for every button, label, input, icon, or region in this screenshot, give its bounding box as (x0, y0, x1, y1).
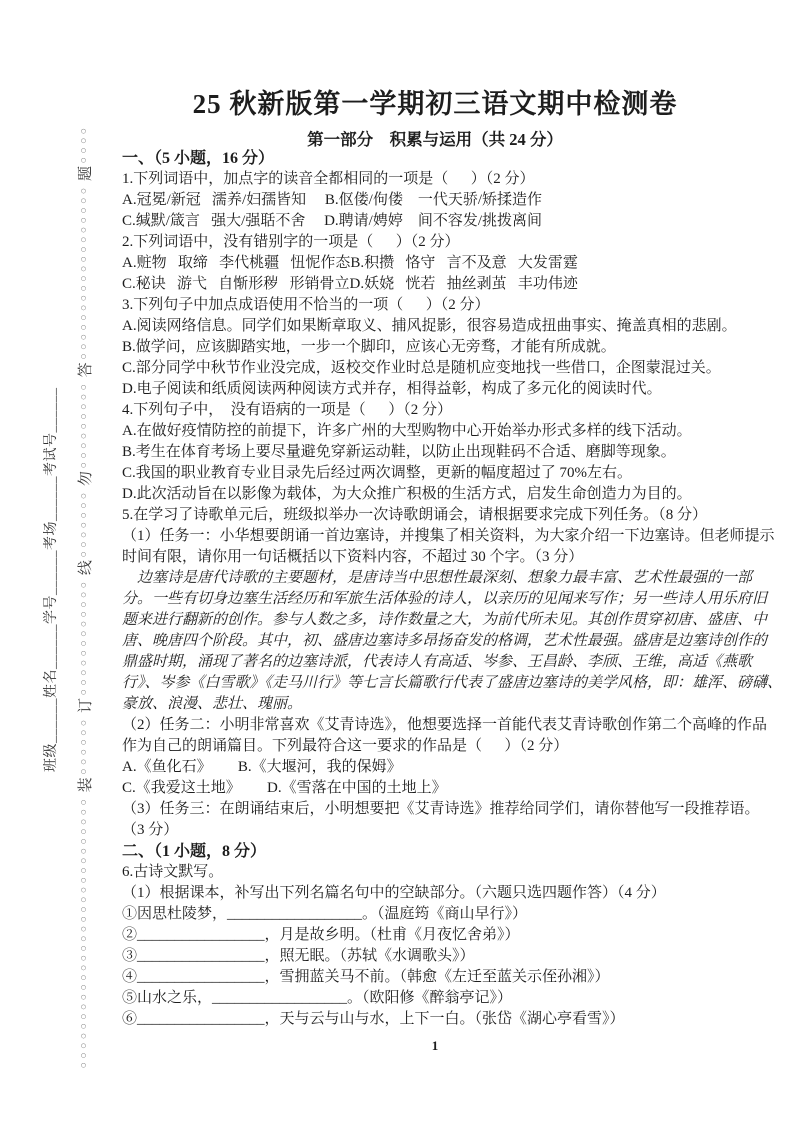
text-line: C.部分同学中秋节作业没完成，返校交作业时总是随机应变地找一些借口，企图蒙混过关。 (122, 360, 721, 376)
text-line: A.赃物 取缔 李代桃疆 忸怩作态B.积攒 恪守 言不及意 大发雷霆 (122, 255, 578, 271)
binding-dot-run: ○○○○○○○○○○○○○○○○○○ (80, 184, 87, 360)
text-line: D.此次活动旨在以影像为载体，为大众推广积极的生活方式，启发生命创造力为目的。 (122, 486, 692, 502)
text-line: （3）任务三：在朗诵结束后，小明想要把《艾青诗选》推荐给同学们，请你替他写一段推荐语。 (122, 801, 760, 817)
section-heading: 第一部分 积累与运用（共 24 分） (307, 130, 563, 149)
text-line: C.秘诀 游弋 自惭形秽 形销骨立D.妖娆 恍若 抽丝剥茧 丰功伟迹 (122, 276, 578, 292)
text-line: （3 分） (122, 822, 179, 838)
binding-char: 装 (77, 777, 94, 793)
text-line: 3.下列句子中加点成语使用不恰当的一项（ ）（2 分） (122, 297, 490, 313)
text-line: ①因思杜陵梦，__________________。（温庭筠《商山早行》） (122, 906, 528, 922)
text-line: 5.在学习了诗歌单元后，班级拟举办一次诗歌朗诵会，请根据要求完成下列任务。（8 分） (122, 507, 708, 523)
text-line: ②_________________，月是故乡明。（杜甫《月夜忆舍弟》） (122, 927, 520, 943)
text-line: （1）根据课本，补写出下列名篇名句中的空缺部分。（六题只选四题作答）（4 分） (122, 885, 666, 901)
page-number: 1 (431, 1038, 439, 1053)
binding-dot-run: ○○○○○○○ (80, 488, 87, 558)
text-line: A.冠冕/新冠 濡养/妇孺皆知 B.伛偻/佝偻 一代天骄/矫揉造作 (122, 192, 543, 208)
text-line: 6.古诗文默写。 (122, 864, 224, 880)
binding-char: 订 (77, 697, 94, 713)
text-line: 边塞诗是唐代诗歌的主要题材，是唐诗当中思想性最深刻、想象力最丰富、艺术性最强的一部 (122, 570, 753, 586)
text-line: A.在做好疫情防控的前提下，许多广州的大型购物中心开始举办形式多样的线下活动。 (122, 423, 692, 439)
binding-char: 答 (77, 362, 94, 378)
text-line: 唐、晚唐四个阶段。其中，初、盛唐边塞诗多昂扬奋发的格调，艺术性最强。盛唐是边塞诗创作的 (122, 633, 768, 649)
text-line: 二、（1 小题，8 分） (122, 843, 267, 860)
text-line: 分。一些有切身边塞生活经历和军旅生活体验的诗人，以亲历的见闻来写作；另一些诗人用乐府旧 (122, 591, 768, 607)
binding-dot-run: ○○○○ (80, 124, 87, 164)
text-line: B.考生在体育考场上要尽量避免穿新运动鞋，以防止出现鞋码不合适、磨脚等现象。 (122, 444, 676, 460)
text-line: ⑤山水之乐，__________________。（欧阳修《醉翁亭记》） (122, 990, 513, 1006)
page-title: 25 秋新版第一学期初三语文期中检测卷 (192, 89, 678, 119)
text-line: C.《我爱这土地》 D.《雪落在中国的土地上》 (122, 780, 447, 796)
binding-char: 线 (77, 560, 94, 576)
student-info-fields: 班级______姓名______学号______考场______考试号______ (44, 387, 59, 772)
text-line: 鼎盛时期，涌现了著名的边塞诗派，代表诗人有高适、岑参、王昌龄、李颀、王维，高适《燕歌 (122, 654, 753, 670)
text-line: C.缄默/箴言 强大/强聒不舍 D.聘请/娉婷 间不容发/挑拨离间 (122, 213, 543, 229)
text-line: 一、（5 小题，16 分） (122, 150, 275, 167)
text-line: 2.下列词语中，没有错别字的一项是（ ）（2 分） (122, 234, 460, 250)
binding-char: 勿 (77, 470, 94, 486)
binding-char: 题 (77, 166, 94, 182)
text-line: 题来进行翻新的创作。参与人数之多，诗作数量之大，为前代所未见。其创作贯穿初唐、盛唐、中 (122, 612, 768, 628)
text-line: B.做学问，应该脚踏实地，一步一个脚印，应该心无旁骛，才能有所成就。 (122, 339, 616, 355)
text-line: （2）任务二：小明非常喜欢《艾青诗选》，他想要选择一首能代表艾青诗歌创作第二个高峰的作品 (122, 717, 768, 733)
text-line: 4.下列句子中， 没有语病的一项是（ ）（2 分） (122, 402, 453, 418)
text-line: A.《鱼化石》 B.《大堰河，我的保姆》 (122, 759, 402, 775)
text-line: ⑥_________________，天与云与山与水，上下一白。（张岱《湖心亭看雪》） (122, 1011, 625, 1027)
text-line: 作为自己的朗诵篇目。下列最符合这一要求的作品是（ ）（2 分） (122, 738, 569, 754)
text-line: （1）任务一：小华想要朗诵一首边塞诗，并搜集了相关资料，为大家介绍一下边塞诗。但老师提示 (122, 528, 775, 544)
text-line: C.我国的职业教育专业目录先后经过两次调整，更新的幅度超过了 70%左右。 (122, 465, 633, 481)
content (122, 148, 783, 1030)
text-line: 行》、岑参《白雪歌》《走马川行》等七言长篇歌行代表了盛唐边塞诗的美学风格，即：雄浑、磅礴、 (122, 675, 783, 691)
text-line: 1.下列词语中，加点字的读音全都相同的一项是（ ）（2 分） (122, 171, 535, 187)
binding-dot-run: ○○○○○○○○○○○○○○○○○○○○○○○○○○○○ (80, 795, 87, 1068)
text-line: D.电子阅读和纸质阅读两种阅读方式并存，相得益彰，构成了多元化的阅读时代。 (122, 381, 662, 397)
text-line: ④_________________，雪拥蓝关马不前。（韩愈《左迁至蓝关示侄孙湘》） (122, 969, 610, 985)
binding-dot-run: ○○○○○○○○○○○○ (80, 578, 87, 695)
text-line: A.阅读网络信息。同学们如果断章取义、捕风捉影，很容易造成扭曲事实、掩盖真相的悲剧。 (122, 318, 737, 334)
binding-dotted-line (74, 57, 94, 1068)
binding-dot-run: ○○○○○○○○○ (80, 380, 87, 468)
binding-dot-run: ○○○○○○ (80, 715, 87, 775)
text-line: 豪放、浪漫、悲壮、瑰丽。 (122, 696, 303, 712)
text-line: 时间有限，请你用一句话概括以下资料内容，不超过 30 个字。（3 分） (122, 549, 584, 565)
text-line: ③_________________，照无眠。（苏轼《水调歌头》） (122, 948, 475, 964)
